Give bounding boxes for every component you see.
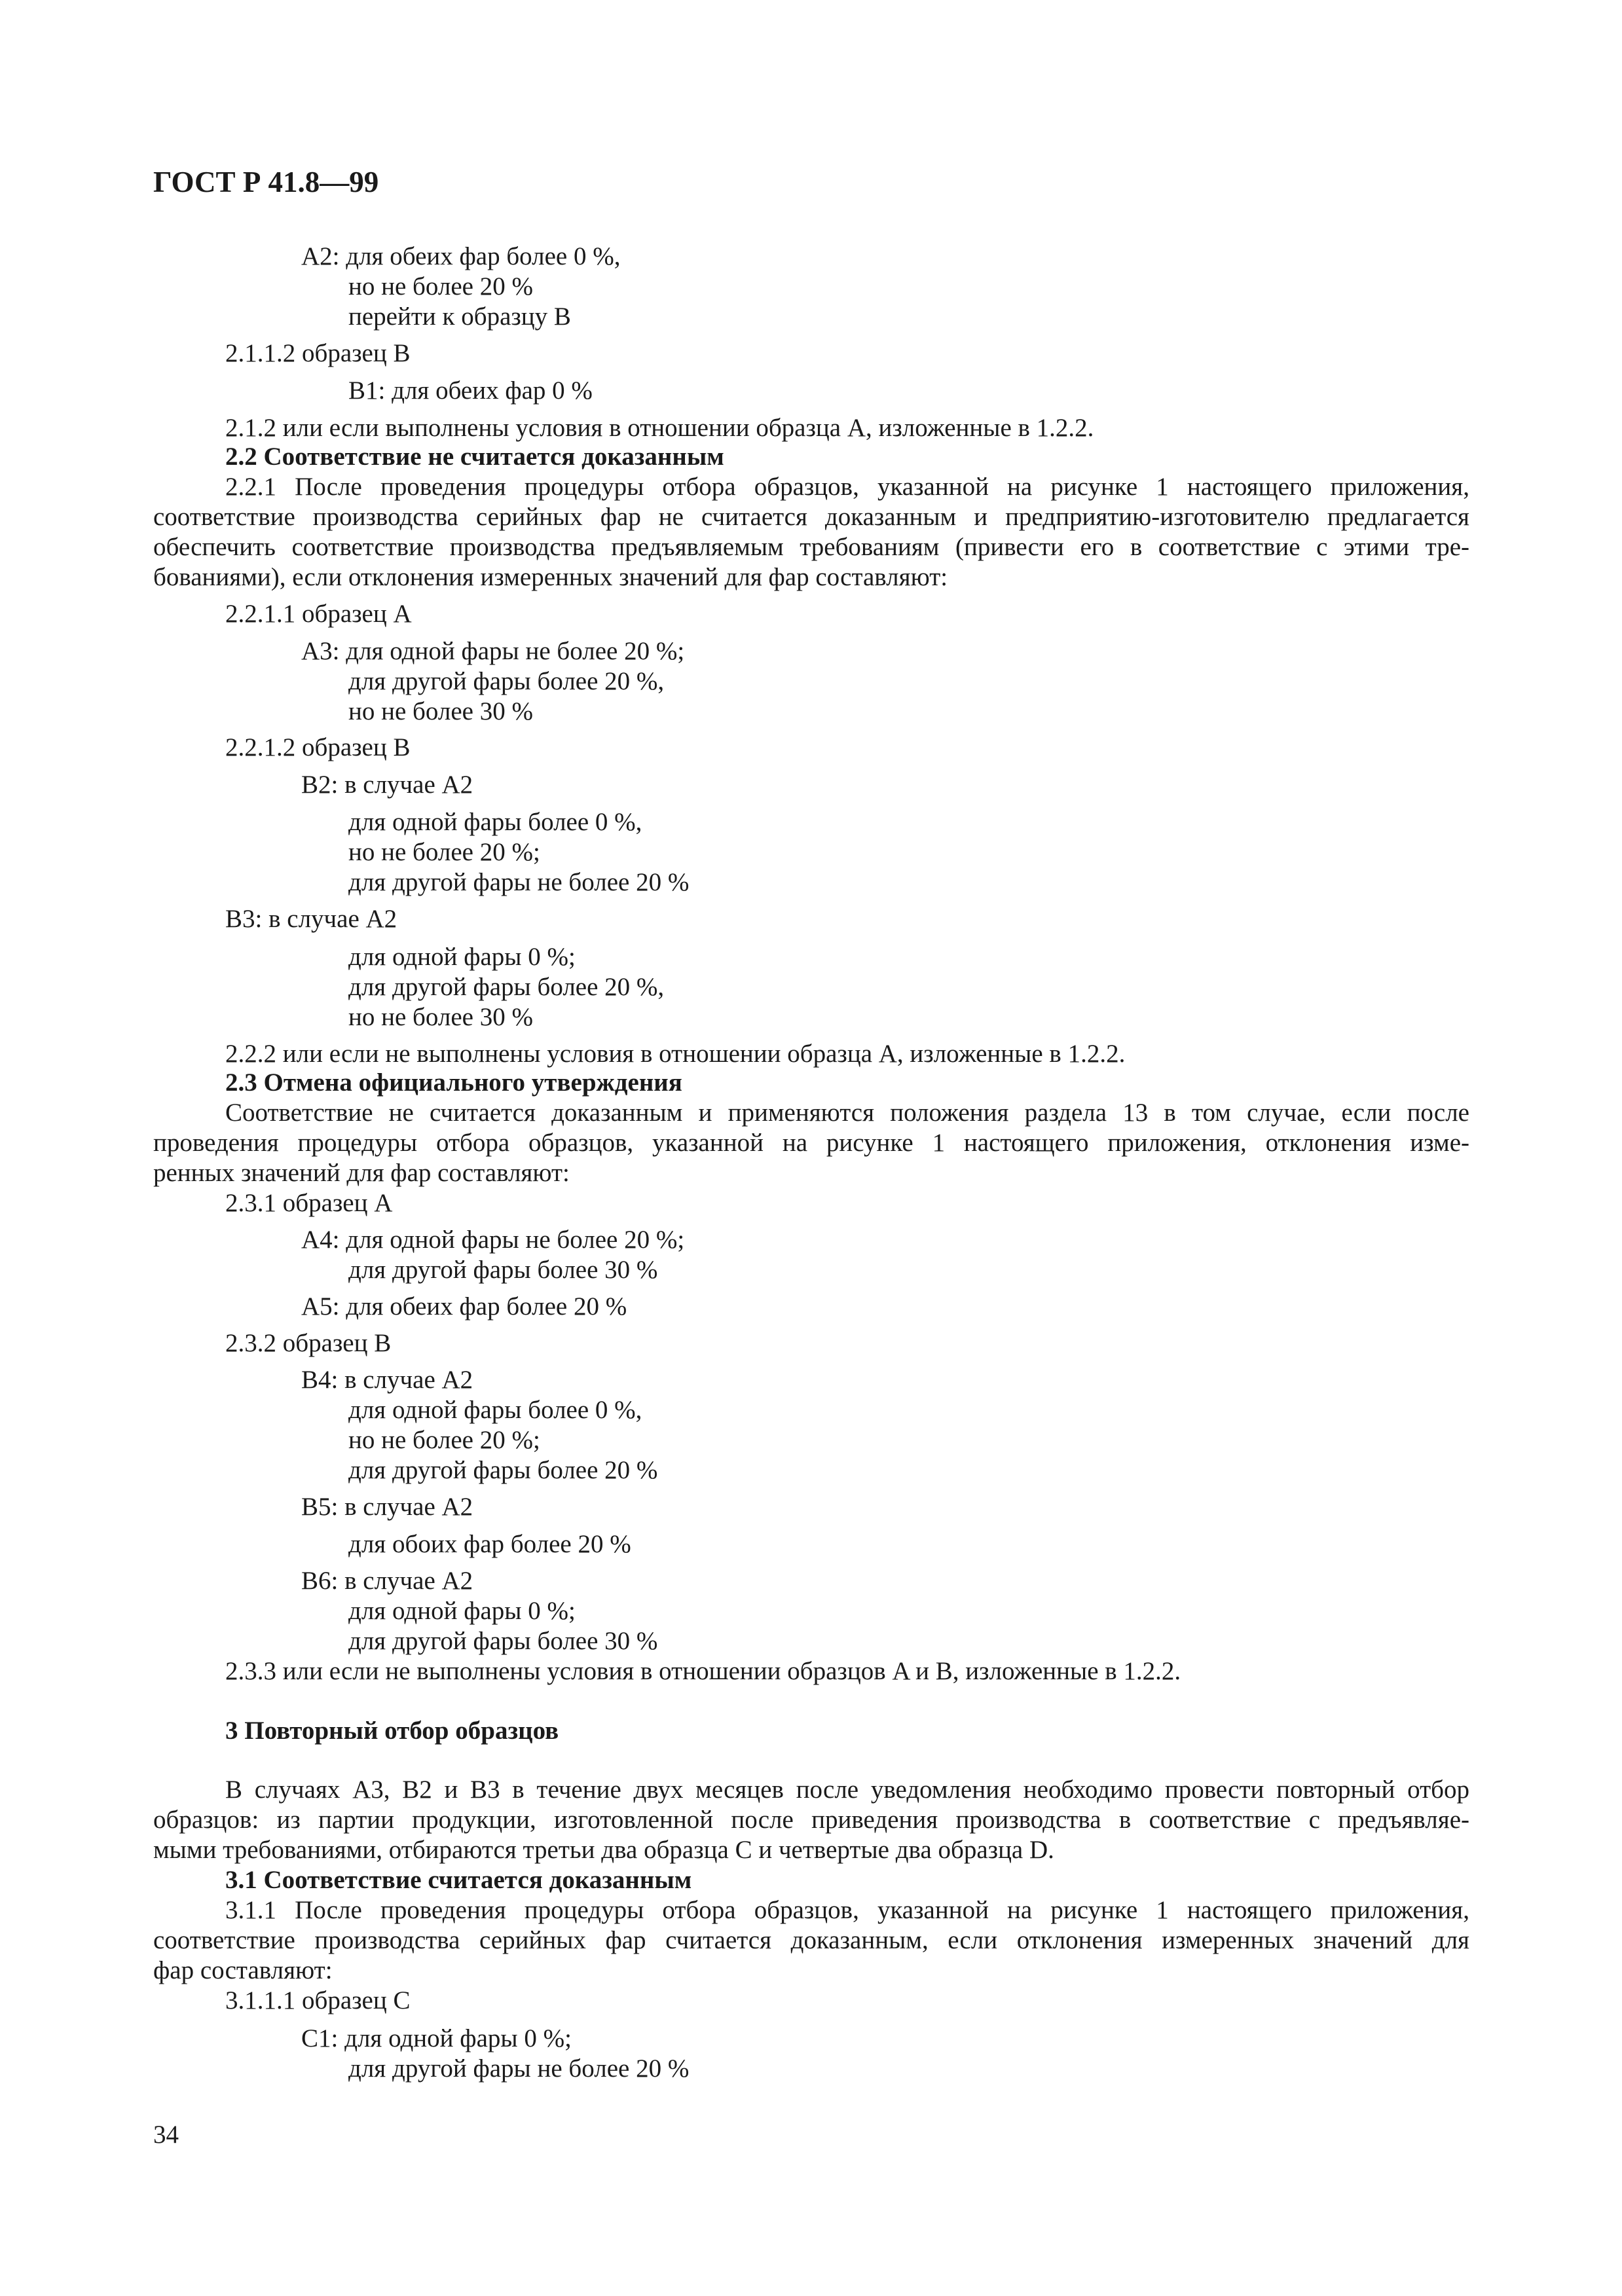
page-number: 34 [153,2121,179,2149]
text-line: В случаях A3, B2 и B3 в течение двух месяцев после уведомления необходимо провести повторный отбор [225,1776,1469,1804]
text-line: но не более 20 % [348,272,533,301]
text-line: A2: для обеих фар более 0 %, [301,242,621,270]
document-header: ГОСТ Р 41.8—99 [153,166,379,198]
text-line: 2.3.1 образец A [225,1189,393,1217]
text-line: A4: для одной фары не более 20 %; [301,1226,685,1254]
text-line: 2.1.2 или если выполнены условия в отношении образца A, изложенные в 1.2.2. [225,414,1094,442]
text-line: для другой фары более 20 % [348,1456,658,1484]
text-line: B5: в случае A2 [301,1493,473,1521]
text-line: обеспечить соответствие производства предъявляемым требованиям (привести его в соответствие с этими тре- [153,533,1469,561]
text-line: 2.2.1.1 образец A [225,600,412,628]
text-line: для другой фары более 20 %, [348,973,665,1001]
text-line: 2.2.2 или если не выполнены условия в отношении образца A, изложенные в 1.2.2. [225,1040,1126,1068]
text-line: B6: в случае A2 [301,1567,473,1595]
text-line: перейти к образцу B [348,302,571,331]
text-line: 2.3.3 или если не выполнены условия в отношении образцов A и B, изложенные в 1.2.2. [225,1657,1181,1685]
text-line: A3: для одной фары не более 20 %; [301,637,685,665]
text-line: 3.1.1.1 образец C [225,1986,411,2014]
text-line: C1: для одной фары 0 %; [301,2024,572,2052]
text-line: Соответствие не считается доказанным и применяются положения раздела 13 в том случае, если после [225,1099,1469,1127]
text-line: для одной фары более 0 %, [348,1396,642,1424]
text-line: B3: в случае A2 [225,905,397,933]
text-line: для одной фары 0 %; [348,1597,576,1625]
text-line: проведения процедуры отбора образцов, указанной на рисунке 1 настоящего приложения, отклонения изме- [153,1129,1469,1157]
text-line: для одной фары 0 %; [348,943,576,971]
section-heading: 2.3 Отмена официального утверждения [225,1068,682,1097]
section-heading: 2.2 Соответствие не считается доказанным [225,443,724,471]
text-line: для одной фары более 0 %, [348,808,642,836]
text-line: B2: в случае A2 [301,771,473,799]
text-line: но не более 30 % [348,1003,533,1031]
text-line: но не более 20 %; [348,1426,540,1454]
text-line: B4: в случае A2 [301,1366,473,1394]
text-line: но не более 30 % [348,697,533,725]
text-line: 2.2.1 После проведения процедуры отбора образцов, указанной на рисунке 1 настоящего приложения, [225,473,1469,501]
text-line: соответствие производства серийных фар считается доказанным, если отклонения измеренных значений для [153,1926,1469,1954]
section-heading: 3 Повторный отбор образцов [225,1717,559,1745]
text-line: B1: для обеих фар 0 % [348,376,593,405]
text-line: для другой фары более 20 %, [348,667,665,695]
text-line: для другой фары не более 20 % [348,2054,690,2083]
text-line: 2.2.1.2 образец B [225,733,411,761]
text-line: но не более 20 %; [348,838,540,866]
text-line: образцов: из партии продукции, изготовленной после приведения производства в соответствие с предъявляе- [153,1806,1469,1834]
text-line: для обоих фар более 20 % [348,1530,631,1558]
text-line: для другой фары более 30 % [348,1256,658,1284]
text-line: 2.1.1.2 образец B [225,339,411,367]
text-line: для другой фары более 30 % [348,1627,658,1655]
text-line: 3.1.1 После проведения процедуры отбора образцов, указанной на рисунке 1 настоящего приложения, [225,1896,1469,1924]
text-line: мыми требованиями, отбираются третьи два образца C и четвертые два образца D. [153,1836,1054,1864]
text-line: бованиями), если отклонения измеренных значений для фар составляют: [153,563,948,591]
text-line: 2.3.2 образец B [225,1329,392,1357]
text-line: для другой фары не более 20 % [348,868,690,896]
text-line: ренных значений для фар составляют: [153,1159,570,1187]
text-line: фар составляют: [153,1956,333,1984]
section-heading: 3.1 Соответствие считается доказанным [225,1866,692,1894]
text-line: A5: для обеих фар более 20 % [301,1292,627,1321]
text-line: соответствие производства серийных фар не считается доказанным и предприятию-изготовителю предлагается [153,503,1469,531]
